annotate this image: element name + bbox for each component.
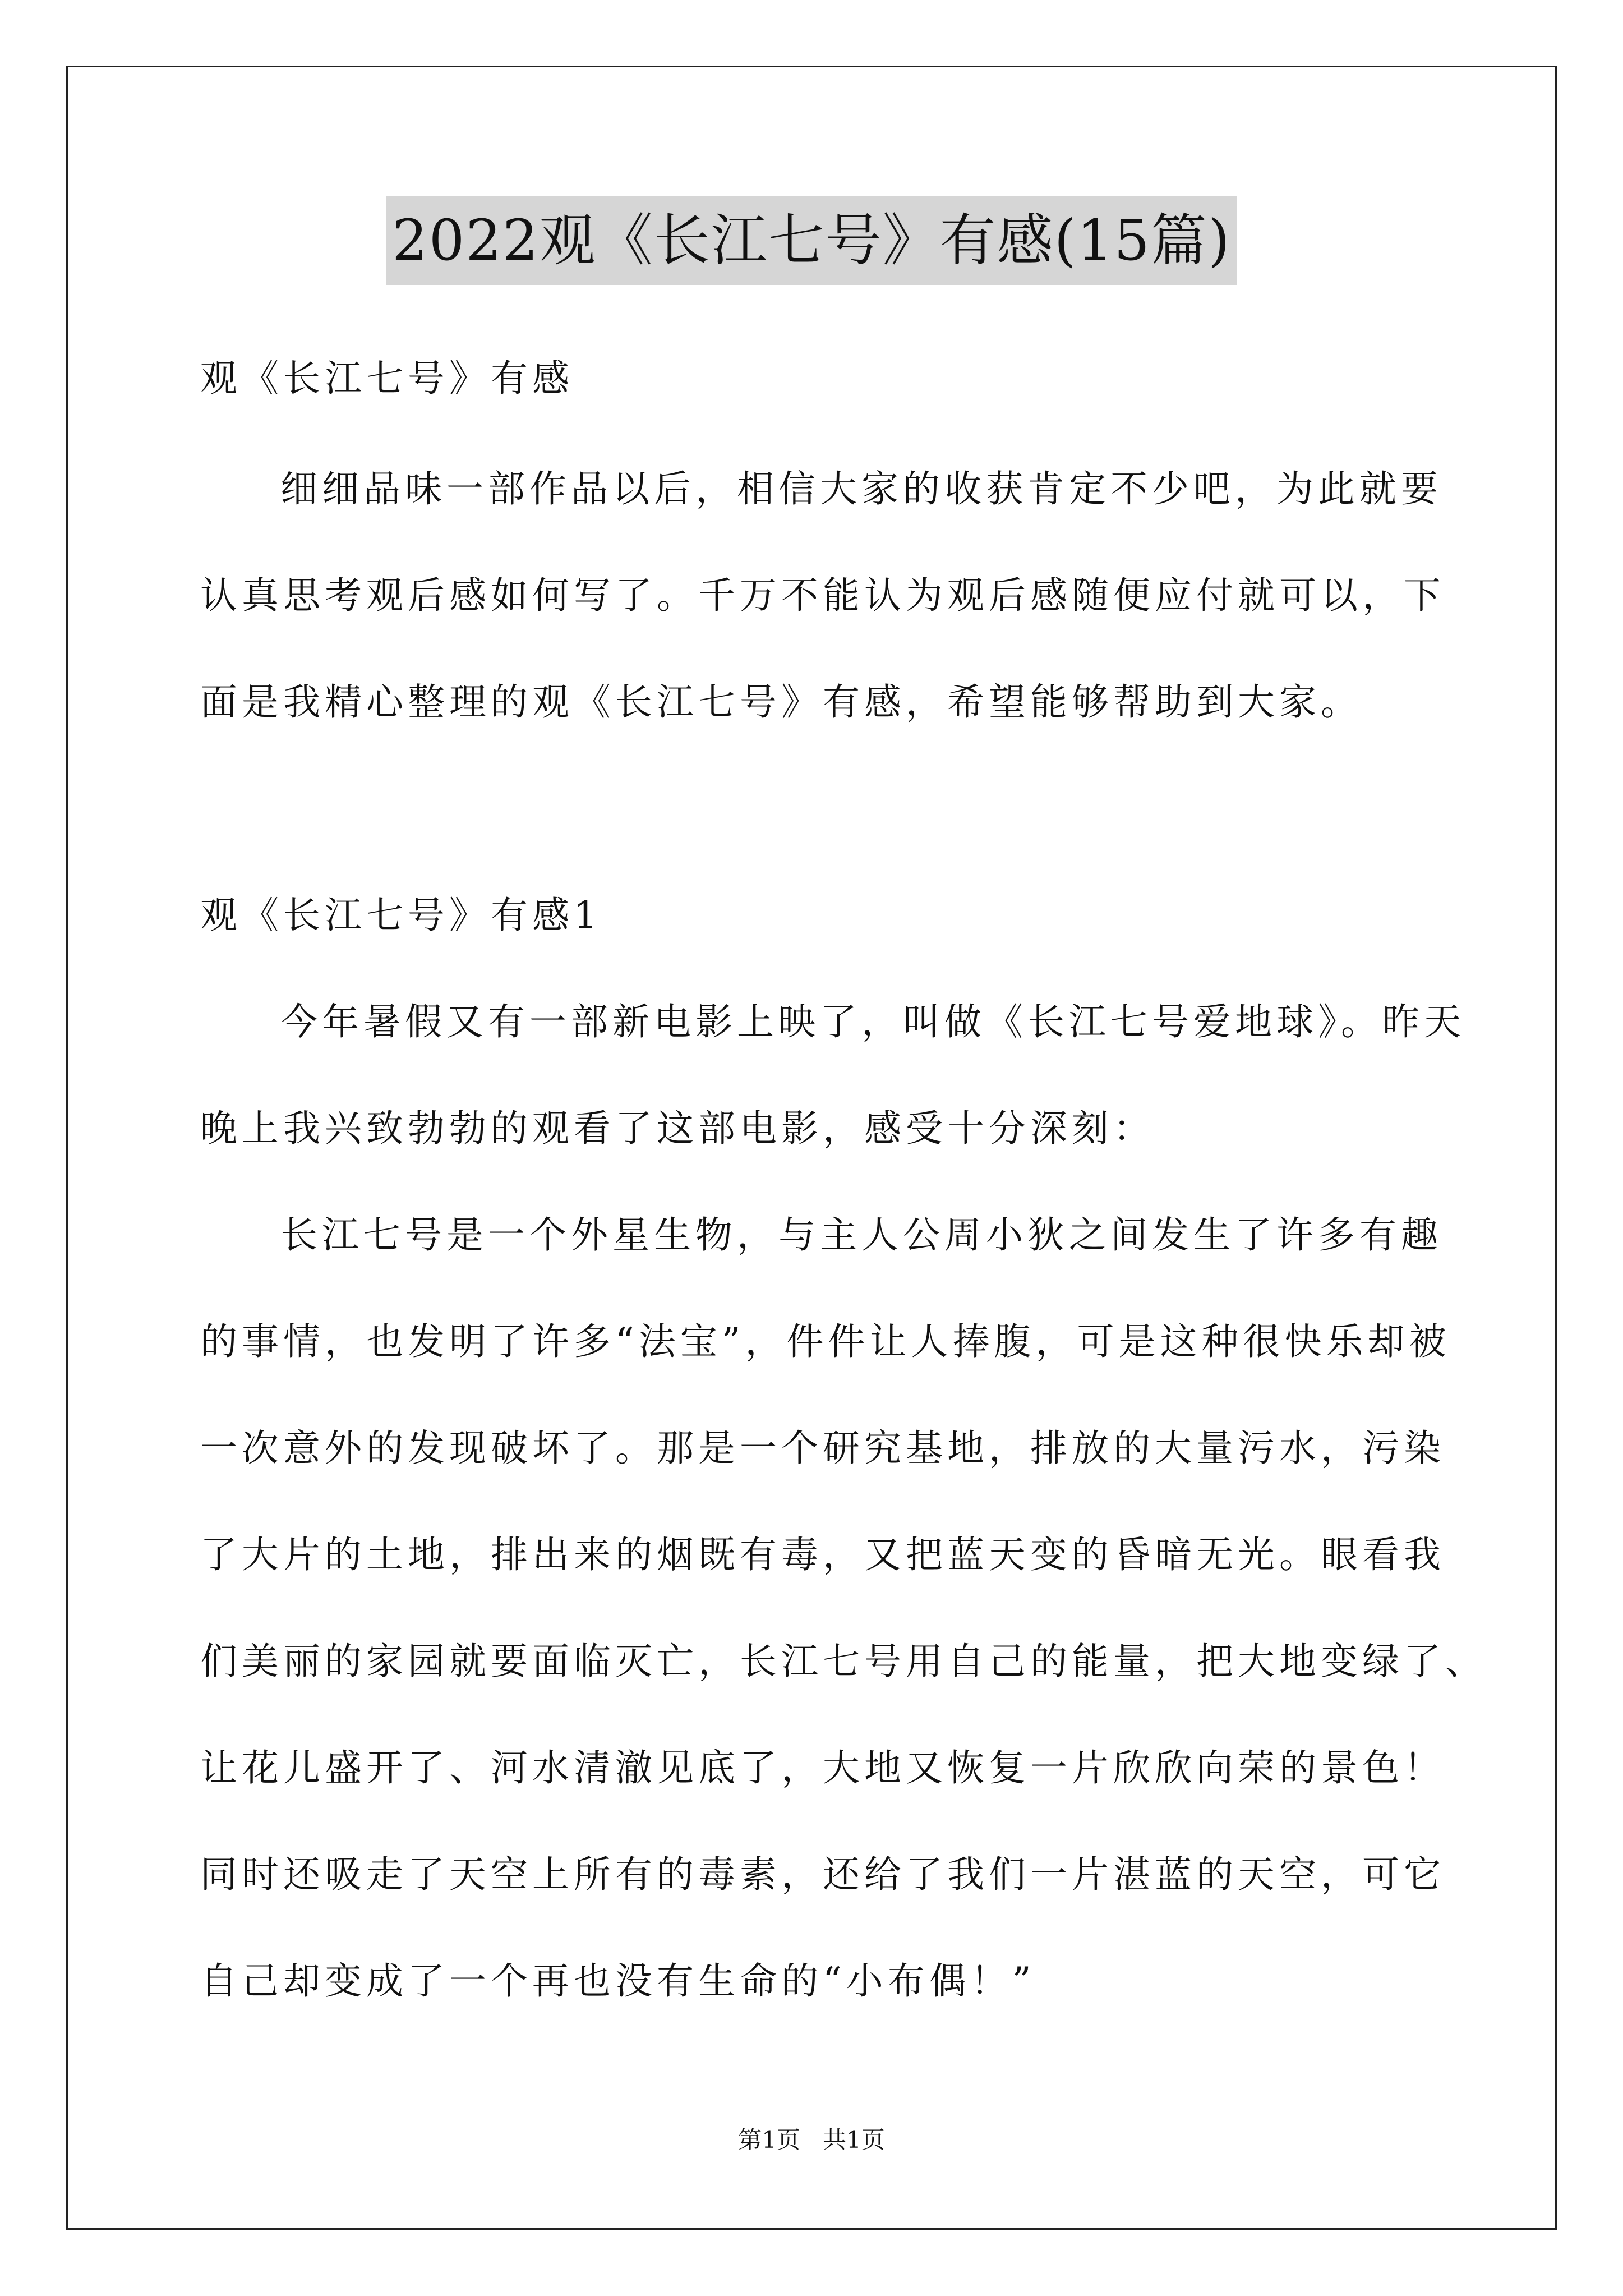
document-title: 2022观《长江七号》有感(15篇) xyxy=(386,196,1237,285)
p2-line-3: 一次意外的发现破坏了。那是一个研究基地，排放的大量污水，污染 xyxy=(200,1427,1445,1470)
p2-line-4: 了大片的土地，排出来的烟既有毒，又把蓝天变的昏暗无光。眼看我 xyxy=(200,1533,1445,1576)
p2-line-6: 让花儿盛开了、河水清澈见底了，大地又恢复一片欣欣向荣的景色！ xyxy=(200,1746,1445,1789)
intro-line-3: 面是我精心整理的观《长江七号》有感，希望能够帮助到大家。 xyxy=(200,680,1362,724)
p2-line-7: 同时还吸走了天空上所有的毒素，还给了我们一片湛蓝的天空，可它 xyxy=(200,1853,1445,1896)
p1-line-1: 今年暑假又有一部新电影上映了，叫做《长江七号爱地球》。昨天 xyxy=(280,1000,1465,1043)
p2-line-2: 的事情，也发明了许多“法宝”，件件让人捧腹，可是这种很快乐却被 xyxy=(200,1320,1451,1363)
intro-line-2: 认真思考观后感如何写了。千万不能认为观后感随便应付就可以，下 xyxy=(200,574,1445,617)
title-container xyxy=(0,196,1623,285)
p2-line-1: 长江七号是一个外星生物，与主人公周小狄之间发生了许多有趣 xyxy=(280,1213,1442,1257)
section-heading-intro: 观《长江七号》有感 xyxy=(200,357,574,400)
intro-line-1: 细细品味一部作品以后，相信大家的收获肯定不少吧，为此就要 xyxy=(280,467,1442,510)
p2-line-5: 们美丽的家园就要面临灭亡，长江七号用自己的能量，把大地变绿了、 xyxy=(200,1640,1487,1683)
page-footer: 第1页 共1页 xyxy=(738,2126,885,2154)
p1-line-2: 晚上我兴致勃勃的观看了这部电影，感受十分深刻： xyxy=(200,1107,1155,1150)
p2-line-8: 自己却变成了一个再也没有生命的“小布偶！” xyxy=(200,1959,1036,2003)
section-heading-1: 观《长江七号》有感1 xyxy=(200,894,602,937)
